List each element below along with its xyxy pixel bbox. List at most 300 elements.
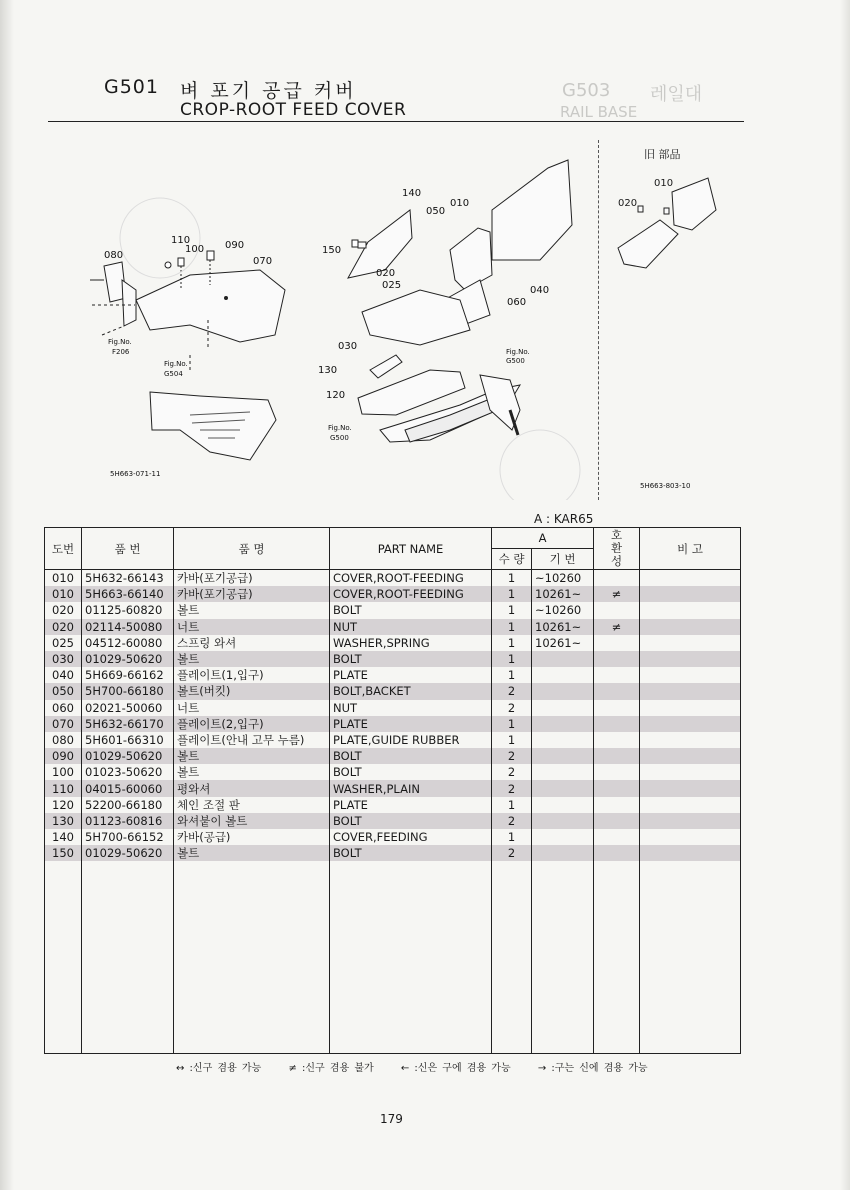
part-name-ko-cell: 카바(포기공급): [174, 570, 330, 587]
serial-cell: [532, 700, 594, 716]
part-name-ko-cell: 볼트: [174, 764, 330, 780]
empty-row: [45, 873, 741, 885]
empty-cell: [330, 945, 492, 957]
empty-cell: [45, 909, 82, 921]
part-no-cell: 5H601-66310: [82, 732, 174, 748]
part-no-cell: 02114-50080: [82, 619, 174, 635]
ref-cell: 140: [45, 829, 82, 845]
empty-cell: [594, 885, 640, 897]
empty-cell: [82, 945, 174, 957]
serial-cell: [532, 780, 594, 796]
qty-cell: 1: [492, 619, 532, 635]
empty-cell: [492, 885, 532, 897]
empty-cell: [174, 1029, 330, 1041]
interchange-cell: [594, 651, 640, 667]
part-name-en-cell: WASHER,PLAIN: [330, 780, 492, 796]
empty-cell: [492, 1017, 532, 1029]
legend-item: → :구는 신에 겸용 가능: [537, 1063, 648, 1074]
part-name-en-cell: NUT: [330, 619, 492, 635]
part-name-ko-cell: 와셔붙이 볼트: [174, 813, 330, 829]
qty-cell: 2: [492, 748, 532, 764]
part-no-cell: 5H663-66140: [82, 586, 174, 602]
diagram-divider: [598, 140, 599, 500]
ref-cell: 020: [45, 602, 82, 618]
qty-cell: 2: [492, 780, 532, 796]
empty-cell: [594, 1017, 640, 1029]
empty-cell: [532, 1005, 594, 1017]
serial-cell: [532, 651, 594, 667]
header-qty: 수 량: [492, 549, 532, 570]
remarks-cell: [640, 667, 741, 683]
empty-cell: [330, 909, 492, 921]
empty-cell: [640, 957, 741, 969]
remarks-cell: [640, 586, 741, 602]
table-row: [45, 845, 741, 861]
table-row: [45, 651, 741, 667]
svg-text:150: 150: [322, 245, 342, 256]
serial-cell: [532, 797, 594, 813]
empty-cell: [174, 957, 330, 969]
qty-cell: 1: [492, 651, 532, 667]
table-row: [45, 732, 741, 748]
page-edge: [840, 0, 850, 1190]
part-name-en-cell: COVER,ROOT-FEEDING: [330, 586, 492, 602]
empty-row: [45, 885, 741, 897]
empty-row: [45, 897, 741, 909]
empty-cell: [174, 933, 330, 945]
empty-cell: [594, 909, 640, 921]
qty-cell: 1: [492, 602, 532, 618]
part-name-en-cell: PLATE: [330, 716, 492, 732]
header-part-name-ko: 품 명: [174, 528, 330, 570]
empty-cell: [594, 957, 640, 969]
svg-text:020: 020: [376, 268, 396, 279]
empty-cell: [594, 861, 640, 873]
serial-cell: [532, 667, 594, 683]
ref-cell: 040: [45, 667, 82, 683]
empty-cell: [594, 993, 640, 1005]
empty-cell: [330, 861, 492, 873]
empty-cell: [640, 969, 741, 981]
svg-text:060: 060: [507, 297, 527, 308]
empty-row: [45, 1041, 741, 1054]
svg-text:140: 140: [402, 188, 422, 199]
figure-code: G501: [104, 76, 159, 98]
part-name-ko-cell: 플레이트(1,입구): [174, 667, 330, 683]
empty-cell: [640, 981, 741, 993]
table-row: [45, 780, 741, 796]
part-no-cell: 52200-66180: [82, 797, 174, 813]
page-edge: [0, 0, 14, 1190]
empty-cell: [45, 885, 82, 897]
ghost-title-ko: 레일대: [650, 84, 703, 105]
part-no-cell: 5H669-66162: [82, 667, 174, 683]
interchange-cell: [594, 732, 640, 748]
empty-cell: [330, 1029, 492, 1041]
empty-cell: [532, 1017, 594, 1029]
remarks-cell: [640, 635, 741, 651]
empty-cell: [532, 873, 594, 885]
empty-cell: [640, 945, 741, 957]
empty-cell: [492, 945, 532, 957]
empty-cell: [594, 933, 640, 945]
remarks-cell: [640, 813, 741, 829]
empty-cell: [492, 909, 532, 921]
header-ref-no: 도번: [45, 528, 82, 570]
part-name-ko-cell: 플레이트(안내 고무 누름): [174, 732, 330, 748]
legend-item: ← :신은 구에 겸용 가능: [400, 1063, 511, 1074]
svg-text:G500: G500: [506, 357, 525, 365]
empty-cell: [640, 1005, 741, 1017]
part-no-cell: 5H700-66180: [82, 683, 174, 699]
serial-cell: 10261~: [532, 635, 594, 651]
svg-text:Fig.No.: Fig.No.: [164, 360, 188, 368]
svg-text:G504: G504: [164, 370, 183, 378]
empty-cell: [174, 969, 330, 981]
qty-cell: 1: [492, 829, 532, 845]
empty-row: [45, 861, 741, 873]
svg-text:090: 090: [225, 240, 245, 251]
table-row: [45, 716, 741, 732]
part-name-en-cell: BOLT: [330, 764, 492, 780]
qty-cell: 2: [492, 813, 532, 829]
empty-cell: [594, 1005, 640, 1017]
svg-text:010: 010: [450, 198, 470, 209]
remarks-cell: [640, 732, 741, 748]
empty-cell: [492, 957, 532, 969]
interchange-cell: [594, 829, 640, 845]
part-name-ko-cell: 볼트: [174, 748, 330, 764]
empty-cell: [492, 969, 532, 981]
interchange-cell: [594, 845, 640, 861]
empty-cell: [45, 873, 82, 885]
empty-cell: [492, 933, 532, 945]
parts-list-table: [44, 527, 741, 1054]
empty-cell: [82, 1041, 174, 1054]
empty-cell: [594, 945, 640, 957]
ref-cell: 010: [45, 586, 82, 602]
part-name-ko-cell: 카바(공급): [174, 829, 330, 845]
interchange-cell: [594, 716, 640, 732]
empty-row: [45, 1017, 741, 1029]
empty-cell: [532, 957, 594, 969]
model-label: A : KAR65: [534, 512, 594, 526]
part-name-en-cell: PLATE: [330, 667, 492, 683]
empty-cell: [45, 1005, 82, 1017]
part-name-en-cell: PLATE: [330, 797, 492, 813]
part-name-en-cell: BOLT: [330, 813, 492, 829]
empty-row: [45, 909, 741, 921]
empty-row: [45, 957, 741, 969]
old-callout: 010: [654, 178, 674, 189]
qty-cell: 2: [492, 683, 532, 699]
serial-cell: [532, 732, 594, 748]
remarks-cell: [640, 570, 741, 587]
page-number: 179: [380, 1112, 403, 1126]
empty-cell: [330, 897, 492, 909]
empty-cell: [640, 1029, 741, 1041]
part-name-ko-cell: 볼트(버킷): [174, 683, 330, 699]
empty-cell: [174, 1041, 330, 1054]
serial-cell: [532, 829, 594, 845]
empty-cell: [492, 1005, 532, 1017]
empty-cell: [532, 909, 594, 921]
empty-cell: [330, 921, 492, 933]
header-part-name-en: PART NAME: [330, 528, 492, 570]
empty-cell: [45, 945, 82, 957]
empty-row: [45, 933, 741, 945]
interchange-cell: [594, 667, 640, 683]
ref-cell: 130: [45, 813, 82, 829]
empty-cell: [532, 945, 594, 957]
empty-cell: [82, 957, 174, 969]
empty-cell: [82, 921, 174, 933]
table-row: [45, 602, 741, 618]
part-name-ko-cell: 너트: [174, 619, 330, 635]
remarks-cell: [640, 602, 741, 618]
remarks-cell: [640, 619, 741, 635]
serial-cell: [532, 716, 594, 732]
qty-cell: 1: [492, 732, 532, 748]
qty-cell: 1: [492, 586, 532, 602]
empty-cell: [532, 981, 594, 993]
interchange-cell: [594, 700, 640, 716]
empty-row: [45, 945, 741, 957]
svg-text:F206: F206: [112, 348, 130, 356]
empty-cell: [330, 993, 492, 1005]
part-name-ko-cell: 플레이트(2,입구): [174, 716, 330, 732]
empty-cell: [492, 921, 532, 933]
ref-cell: 070: [45, 716, 82, 732]
empty-cell: [492, 861, 532, 873]
empty-cell: [492, 873, 532, 885]
interchange-cell: [594, 813, 640, 829]
part-name-en-cell: BOLT,BACKET: [330, 683, 492, 699]
svg-text:Fig.No.: Fig.No.: [108, 338, 132, 346]
part-name-ko-cell: 볼트: [174, 602, 330, 618]
part-name-en-cell: BOLT: [330, 602, 492, 618]
empty-cell: [640, 909, 741, 921]
part-name-ko-cell: 볼트: [174, 845, 330, 861]
part-no-cell: 01029-50620: [82, 845, 174, 861]
old-parts-label: 旧 部品: [644, 148, 681, 161]
empty-cell: [45, 957, 82, 969]
part-name-ko-cell: 너트: [174, 700, 330, 716]
table-row: [45, 829, 741, 845]
empty-cell: [492, 1029, 532, 1041]
empty-cell: [174, 1017, 330, 1029]
header-remarks: 비 고: [640, 528, 741, 570]
empty-cell: [174, 981, 330, 993]
empty-cell: [640, 933, 741, 945]
part-name-ko-cell: 평와셔: [174, 780, 330, 796]
empty-cell: [532, 885, 594, 897]
part-name-en-cell: BOLT: [330, 845, 492, 861]
part-no-cell: 5H632-66170: [82, 716, 174, 732]
empty-cell: [330, 885, 492, 897]
empty-cell: [82, 933, 174, 945]
qty-cell: 1: [492, 570, 532, 587]
svg-text:5H663-071-11: 5H663-071-11: [110, 470, 161, 478]
old-callout: 020: [618, 198, 638, 209]
empty-cell: [640, 921, 741, 933]
svg-text:030: 030: [338, 341, 358, 352]
serial-cell: [532, 683, 594, 699]
empty-cell: [45, 969, 82, 981]
ref-cell: 030: [45, 651, 82, 667]
empty-row: [45, 1005, 741, 1017]
serial-cell: [532, 748, 594, 764]
empty-cell: [594, 897, 640, 909]
svg-text:110: 110: [171, 235, 191, 246]
header-serial: 기 번: [532, 549, 594, 570]
empty-cell: [532, 921, 594, 933]
serial-cell: [532, 764, 594, 780]
qty-cell: 1: [492, 716, 532, 732]
empty-cell: [532, 933, 594, 945]
part-name-en-cell: WASHER,SPRING: [330, 635, 492, 651]
empty-cell: [330, 1041, 492, 1054]
interchange-cell: [594, 764, 640, 780]
part-no-cell: 5H632-66143: [82, 570, 174, 587]
empty-cell: [82, 1017, 174, 1029]
part-no-cell: 04015-60060: [82, 780, 174, 796]
table-row: [45, 570, 741, 587]
qty-cell: 1: [492, 635, 532, 651]
part-name-en-cell: COVER,FEEDING: [330, 829, 492, 845]
guide-rubber-plate-drawing: [90, 262, 136, 335]
remarks-cell: [640, 780, 741, 796]
empty-cell: [594, 1041, 640, 1054]
empty-cell: [45, 981, 82, 993]
empty-cell: [82, 909, 174, 921]
part-no-cell: 01029-50620: [82, 651, 174, 667]
empty-cell: [594, 969, 640, 981]
part-no-cell: 01029-50620: [82, 748, 174, 764]
empty-cell: [174, 909, 330, 921]
interchange-cell: [594, 797, 640, 813]
svg-text:100: 100: [185, 244, 205, 255]
remarks-cell: [640, 700, 741, 716]
part-no-cell: 01123-60816: [82, 813, 174, 829]
part-name-ko-cell: 카바(포기공급): [174, 586, 330, 602]
part-name-ko-cell: 스프링 와셔: [174, 635, 330, 651]
empty-cell: [640, 873, 741, 885]
svg-text:Fig.No.: Fig.No.: [328, 424, 352, 432]
empty-cell: [330, 969, 492, 981]
empty-cell: [174, 921, 330, 933]
empty-cell: [45, 861, 82, 873]
empty-cell: [174, 993, 330, 1005]
empty-cell: [330, 873, 492, 885]
part-name-en-cell: BOLT: [330, 748, 492, 764]
empty-cell: [174, 897, 330, 909]
part-no-cell: 04512-60080: [82, 635, 174, 651]
ref-cell: 060: [45, 700, 82, 716]
empty-cell: [174, 861, 330, 873]
empty-cell: [330, 1005, 492, 1017]
empty-cell: [45, 921, 82, 933]
serial-cell: 10261~: [532, 586, 594, 602]
empty-cell: [45, 933, 82, 945]
empty-cell: [640, 885, 741, 897]
ref-cell: 120: [45, 797, 82, 813]
ref-cell: 110: [45, 780, 82, 796]
empty-cell: [45, 897, 82, 909]
empty-cell: [82, 897, 174, 909]
empty-cell: [594, 921, 640, 933]
empty-cell: [330, 957, 492, 969]
part-no-cell: 5H700-66152: [82, 829, 174, 845]
part-name-en-cell: COVER,ROOT-FEEDING: [330, 570, 492, 587]
empty-cell: [594, 981, 640, 993]
header-interchangeability: 호환성: [594, 528, 640, 570]
serial-cell: 10261~: [532, 619, 594, 635]
empty-cell: [640, 1017, 741, 1029]
empty-row: [45, 981, 741, 993]
exploded-parts-diagram: [40, 130, 600, 500]
empty-cell: [594, 873, 640, 885]
header-part-no: 품 번: [82, 528, 174, 570]
svg-text:080: 080: [104, 250, 124, 261]
table-row: [45, 635, 741, 651]
empty-cell: [82, 873, 174, 885]
serial-cell: ~10260: [532, 602, 594, 618]
part-name-en-cell: PLATE,GUIDE RUBBER: [330, 732, 492, 748]
empty-cell: [45, 1029, 82, 1041]
empty-cell: [45, 993, 82, 1005]
empty-row: [45, 1029, 741, 1041]
svg-text:070: 070: [253, 256, 273, 267]
ref-cell: 090: [45, 748, 82, 764]
qty-cell: 2: [492, 764, 532, 780]
empty-cell: [640, 993, 741, 1005]
part-name-en-cell: NUT: [330, 700, 492, 716]
old-drawing-number: 5H663-803-10: [640, 482, 691, 490]
svg-text:120: 120: [326, 390, 346, 401]
remarks-cell: [640, 716, 741, 732]
legend-item: ↔ :신구 겸용 가능: [176, 1063, 262, 1074]
interchange-cell: [594, 780, 640, 796]
empty-cell: [492, 981, 532, 993]
empty-cell: [532, 861, 594, 873]
part-no-cell: 02021-50060: [82, 700, 174, 716]
table-row: [45, 586, 741, 602]
empty-cell: [45, 1017, 82, 1029]
empty-cell: [492, 1041, 532, 1054]
empty-row: [45, 993, 741, 1005]
qty-cell: 1: [492, 667, 532, 683]
svg-text:040: 040: [530, 285, 550, 296]
remarks-cell: [640, 797, 741, 813]
interchange-cell: [594, 683, 640, 699]
page-title-english: CROP-ROOT FEED COVER: [180, 100, 407, 120]
interchange-cell: [594, 748, 640, 764]
part-no-cell: 01023-50620: [82, 764, 174, 780]
empty-cell: [594, 1029, 640, 1041]
remarks-cell: [640, 764, 741, 780]
remarks-cell: [640, 651, 741, 667]
interchange-cell: [594, 602, 640, 618]
ref-cell: 020: [45, 619, 82, 635]
interchangeability-legend: [176, 1059, 670, 1074]
ref-cell: 150: [45, 845, 82, 861]
part-name-ko-cell: 볼트: [174, 651, 330, 667]
empty-cell: [640, 861, 741, 873]
table-row: [45, 813, 741, 829]
empty-cell: [82, 969, 174, 981]
table-row: [45, 700, 741, 716]
